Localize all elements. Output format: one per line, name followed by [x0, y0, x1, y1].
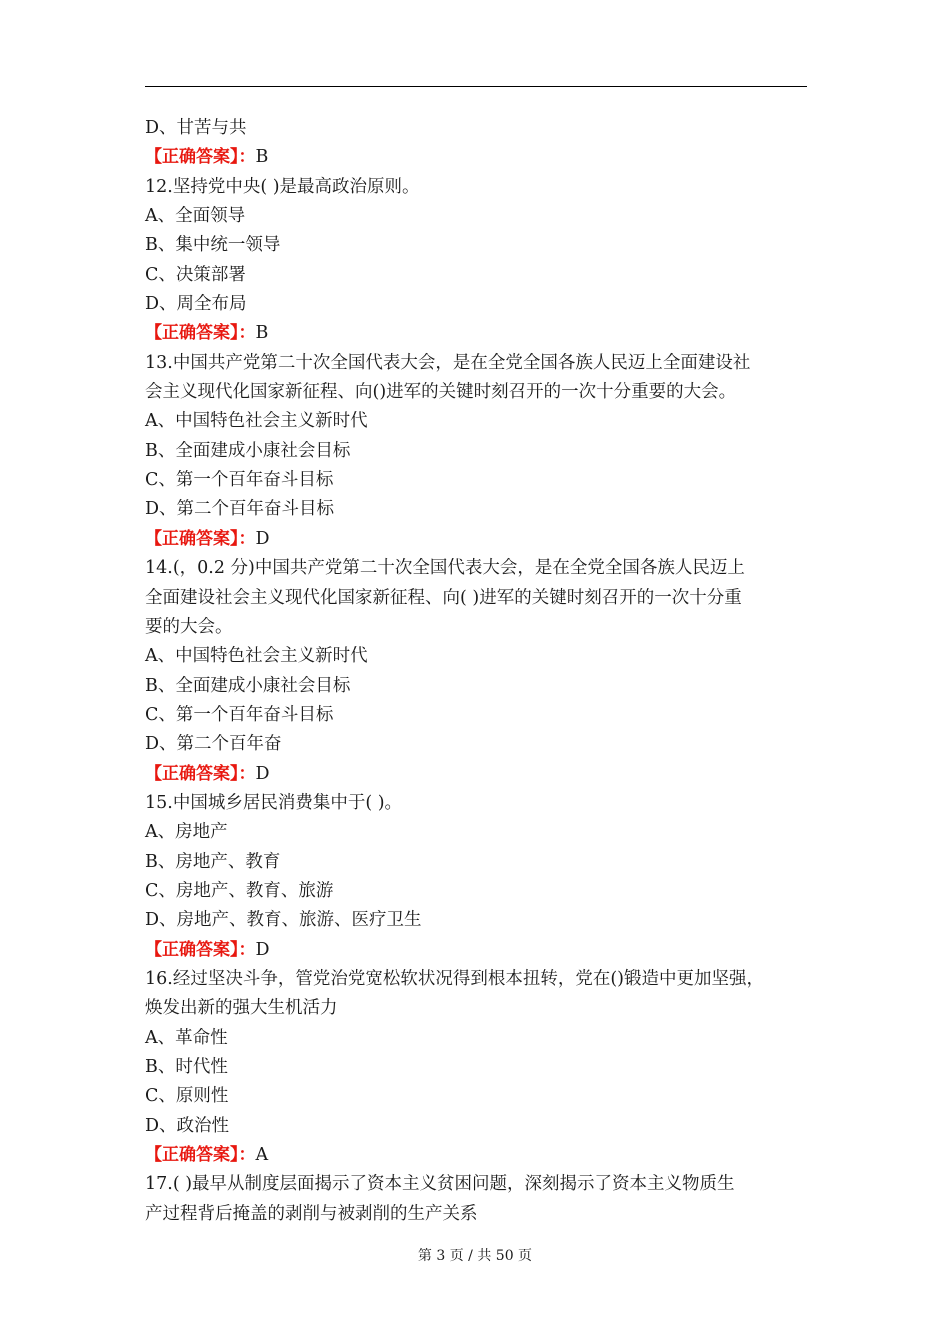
- question-stem-line: 产过程背后掩盖的剥削与被剥削的生产关系: [145, 1203, 478, 1224]
- question-block: [145, 349, 815, 554]
- answer-label: 【正确答案】：: [145, 1145, 256, 1166]
- answer-label: 【正确答案】：: [145, 939, 256, 960]
- option-line: D、房地产、教育、旅游、医疗卫生: [145, 910, 422, 931]
- answer-line: [145, 760, 815, 789]
- question-stem-line: 17.( )最早从制度层面揭示了资本主义贫困问题，深刻揭示了资本主义物质生: [145, 1174, 735, 1195]
- answer-label: 【正确答案】：: [145, 147, 256, 168]
- option-line: C、原则性: [145, 1086, 229, 1107]
- option-line: A、中国特色社会主义新时代: [145, 646, 368, 667]
- option-line: A、革命性: [145, 1027, 228, 1048]
- answer-value: A: [255, 1145, 269, 1166]
- question-stem-line: 16.经过坚决斗争，管党治党宽松软状况得到根本扭转，党在()锻造中更加坚强，: [145, 968, 764, 989]
- option-line: C、第一个百年奋斗目标: [145, 704, 334, 725]
- answer-line: [145, 319, 815, 348]
- option-line: A、房地产: [145, 822, 228, 843]
- answer-line: [145, 1141, 815, 1170]
- option-line: D、甘苦与共: [145, 118, 247, 138]
- answer-line: [145, 525, 815, 554]
- answer-label: 【正确答案】：: [145, 323, 256, 344]
- answer-value: D: [255, 763, 270, 784]
- header-rule: [145, 86, 807, 87]
- option-line: D、第二个百年奋: [145, 734, 282, 755]
- question-stem-line: 全面建设社会主义现代化国家新征程、向( )进军的关键时刻召开的一次十分重: [145, 587, 742, 608]
- question-block: [145, 173, 815, 349]
- answer-label: 【正确答案】：: [145, 528, 256, 549]
- question-stem-line: 焕发出新的强大生机活力: [145, 998, 338, 1019]
- option-line: D、第二个百年奋斗目标: [145, 499, 335, 520]
- question-stem-line: 12.坚持党中央( )是最高政治原则。: [145, 176, 420, 197]
- answer-line: [145, 936, 815, 965]
- answer-value: B: [255, 147, 269, 168]
- question-stem-line: 14.(，0.2 分)中国共产党第二十次全国代表大会，是在全党全国各族人民迈上: [145, 558, 745, 579]
- answer-line: [145, 143, 815, 172]
- answer-value: B: [255, 323, 269, 344]
- option-line: B、全面建成小康社会目标: [145, 440, 351, 461]
- answer-label: 【正确答案】：: [145, 763, 256, 784]
- option-line: B、集中统一领导: [145, 235, 281, 256]
- question-stem-line: 要的大会。: [145, 616, 233, 637]
- option-line: D、政治性: [145, 1115, 230, 1136]
- option-line: C、第一个百年奋斗目标: [145, 470, 334, 491]
- option-line: D、周全布局: [145, 294, 247, 315]
- page-content: [145, 114, 815, 1229]
- answer-value: D: [255, 528, 270, 549]
- question-list: [145, 173, 815, 1229]
- option-line: B、全面建成小康社会目标: [145, 675, 351, 696]
- answer-value: D: [255, 939, 270, 960]
- question-block: [145, 789, 815, 965]
- question-stem-line: 会主义现代化国家新征程、向()进军的关键时刻召开的一次十分重要的大会。: [145, 382, 737, 403]
- page-footer: 第 3 页 / 共 50 页: [417, 1248, 533, 1264]
- question-stem-line: 13.中国共产党第二十次全国代表大会，是在全党全国各族人民迈上全面建设社: [145, 352, 751, 373]
- option-line: C、房地产、教育、旅游: [145, 880, 334, 901]
- option-line: C、决策部署: [145, 264, 246, 285]
- question-block: [145, 554, 815, 789]
- option-line: A、中国特色社会主义新时代: [145, 411, 368, 432]
- option-line: B、房地产、教育: [145, 851, 281, 872]
- question-block: [145, 1170, 815, 1229]
- option-line: A、全面领导: [145, 206, 246, 227]
- question-stem-line: 15.中国城乡居民消费集中于( )。: [145, 792, 403, 813]
- option-line: B、时代性: [145, 1057, 228, 1077]
- question-block: [145, 965, 815, 1170]
